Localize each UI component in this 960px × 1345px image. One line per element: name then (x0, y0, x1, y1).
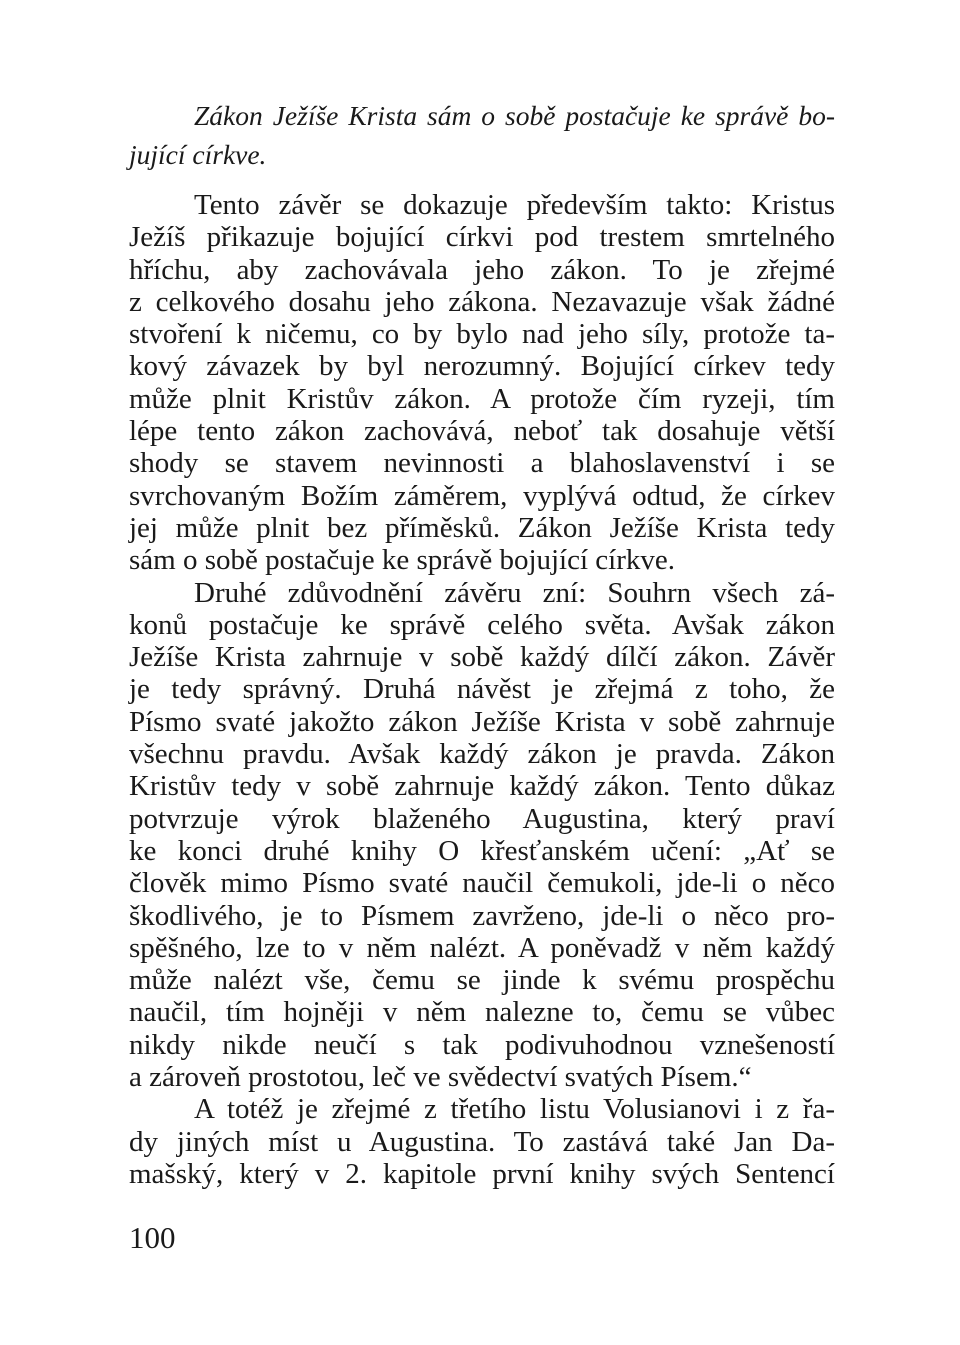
paragraph-line: mašský, který v 2. kapitole první knihy svých Sentencí (129, 1157, 835, 1190)
italic-heading (129, 96, 835, 174)
paragraph-line: Písmo svaté jakožto zákon Ježíše Krista v sobě zahrnuje (129, 705, 835, 738)
paragraph-line: sám o sobě postačuje ke správě bojující církve. (129, 544, 676, 577)
body-text (129, 189, 835, 1190)
paragraph-line: stvoření k ničemu, co by bylo nad jeho síly, protože ta- (129, 318, 835, 351)
paragraph-line: všechnu pravdu. Avšak každý zákon je pravda. Zákon (129, 738, 835, 771)
paragraph-line: škodlivého, je to Písmem zavrženo, jde-li o něco pro- (129, 899, 835, 932)
paragraph-line: Ježíše Krista zahrnuje v sobě každý dílčí zákon. Závěr (129, 641, 835, 674)
page-number: 100 (129, 1220, 176, 1255)
paragraph-line: dy jiných míst u Augustina. To zastává také Jan Da- (129, 1125, 835, 1158)
paragraph-line: může nalézt vše, čemu se jinde k svému prospěchu (129, 964, 835, 997)
paragraph-line: Druhé zdůvodnění závěru zní: Souhrn všech zá- (194, 576, 835, 609)
paragraph-line: a zároveň prostotou, leč ve svědectví svatých Písem.“ (129, 1061, 752, 1094)
paragraph-line: Ježíš přikazuje bojující církvi pod trestem smrtelného (129, 221, 835, 254)
paragraph-line: lépe tento zákon zachovává, neboť tak dosahuje větší (129, 415, 835, 448)
heading-line: Zákon Ježíše Krista sám o sobě postačuje ke správě bo- (194, 100, 835, 131)
heading-line: jující církve. (129, 139, 267, 170)
paragraph-line: z celkového dosahu jeho zákona. Nezavazuje však žádné (129, 285, 835, 318)
paragraph-line: potvrzuje výrok blaženého Augustina, který praví (129, 802, 835, 835)
paragraph-line: A totéž je zřejmé z třetího listu Volusianovi i z řa- (194, 1093, 835, 1126)
paragraph-line: spěšného, lze to v něm nalézt. A poněvadž v něm každý (129, 931, 835, 964)
paragraph-line: hříchu, aby zachovávala jeho zákon. To je zřejmé (129, 253, 835, 286)
paragraph-line: naučil, tím hojněji v něm nalezne to, čemu se vůbec (129, 996, 835, 1029)
paragraph-line: člověk mimo Písmo svaté naučil čemukoli, jde-li o něco (129, 867, 835, 900)
paragraph-line: konů postačuje ke správě celého světa. Avšak zákon (129, 608, 835, 641)
paragraph-line: svrchovaným Božím záměrem, vyplývá odtud, že církev (129, 479, 835, 512)
paragraph-line: Kristův tedy v sobě zahrnuje každý zákon. Tento důkaz (129, 770, 835, 803)
paragraph-line: jej může plnit bez příměsků. Zákon Ježíše Krista tedy (129, 511, 835, 544)
paragraph-line: je tedy správný. Druhá návěst je zřejmá z toho, že (129, 673, 835, 706)
paragraph-line: nikdy nikde neučí s tak podivuhodnou vznešeností (129, 1028, 835, 1061)
paragraph-line: kový závazek by byl nerozumný. Bojující církev tedy (129, 350, 835, 383)
paragraph-line: může plnit Kristův zákon. A protože čím ryzeji, tím (129, 382, 835, 415)
paragraph-line: shody se stavem nevinnosti a blahoslavenství i se (129, 447, 835, 480)
paragraph-line: Tento závěr se dokazuje především takto: Kristus (194, 189, 835, 221)
paragraph-line: ke konci druhé knihy O křesťanském učení: „Ať se (129, 834, 835, 867)
